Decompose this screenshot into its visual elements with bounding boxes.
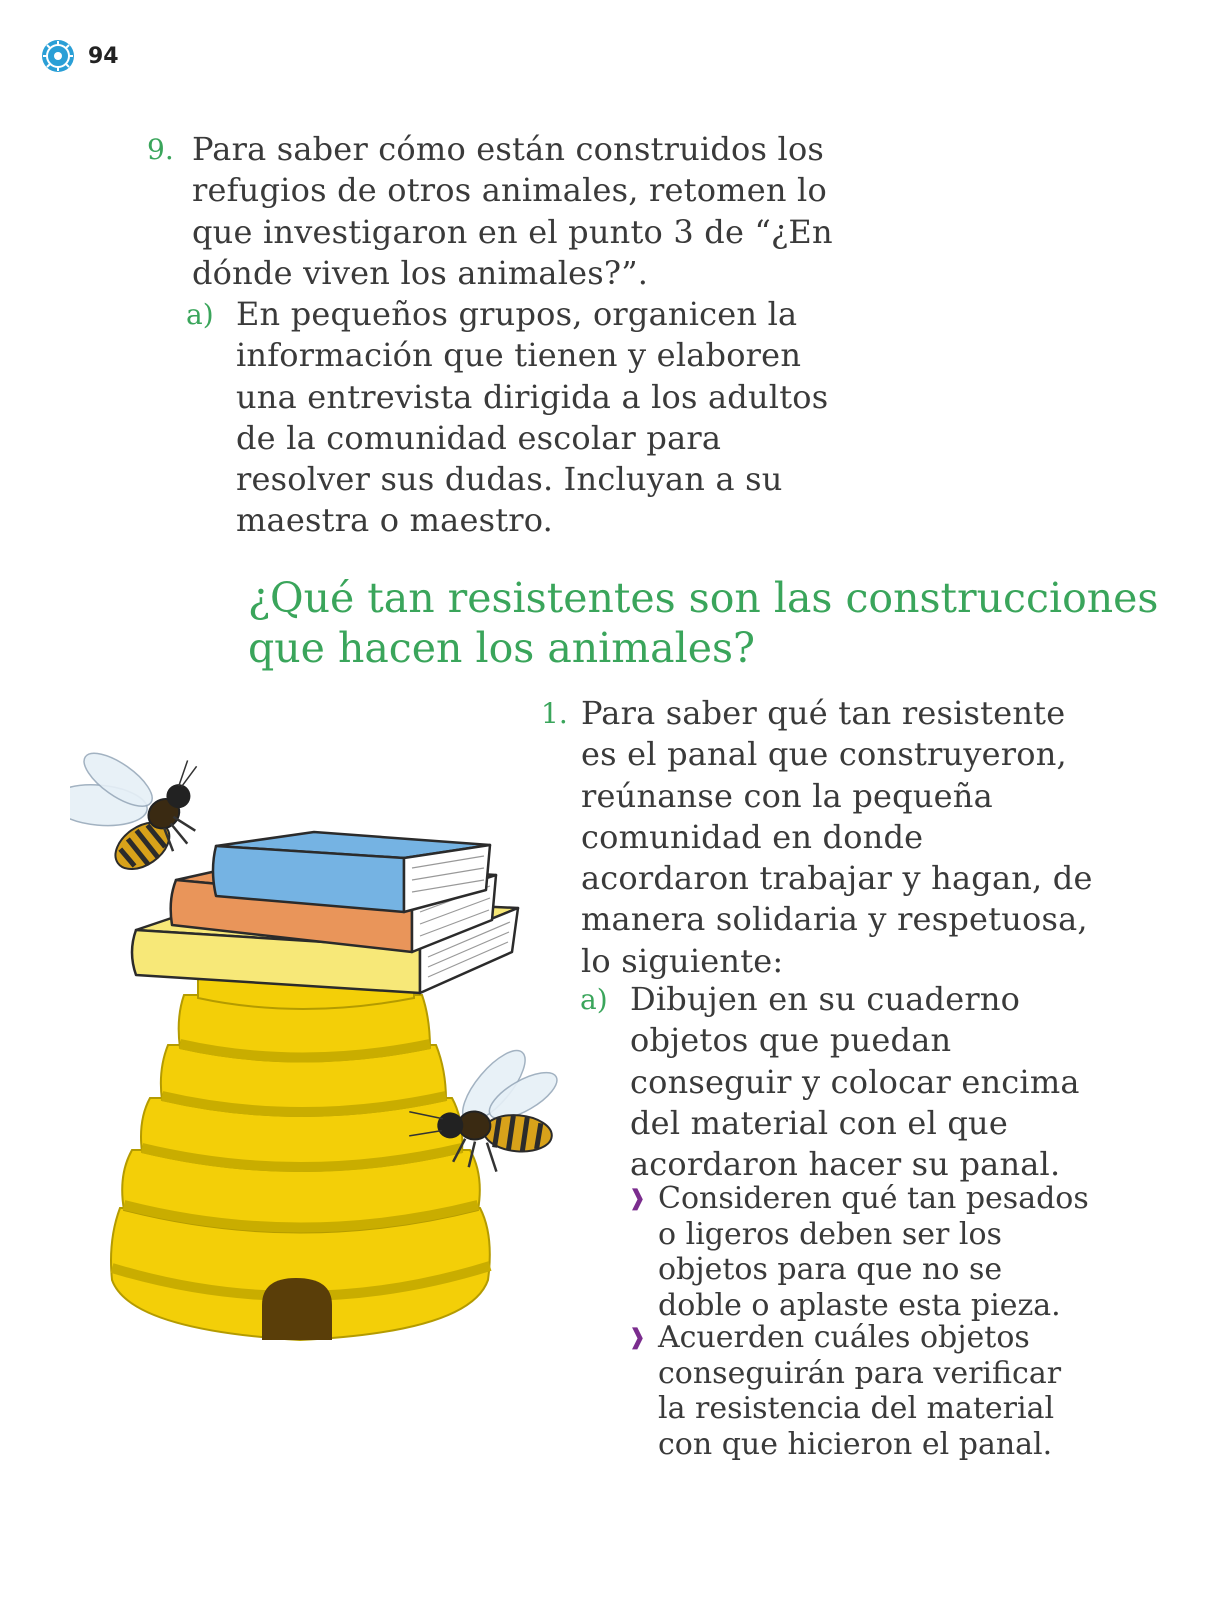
text-line: una entrevista dirigida a los adultos (236, 377, 829, 416)
item-9a-label: a) (186, 298, 214, 331)
text-line: Consideren qué tan pesados (658, 1181, 1089, 1216)
section-heading (248, 573, 1158, 673)
text-line: de la comunidad escolar para (236, 418, 722, 457)
text-line: acordaron hacer su panal. (630, 1145, 1061, 1184)
heading-line: ¿Qué tan resistentes son las construcciones (248, 574, 1159, 622)
text-line: dónde viven los animales?”. (192, 253, 649, 292)
heading-line: que hacen los animales? (248, 624, 756, 672)
text-line: Para saber qué tan resistente (581, 694, 1066, 732)
item-1a-label: a) (580, 983, 608, 1016)
text-line: reúnanse con la pequeña (581, 776, 993, 815)
text-line: información que tienen y elaboren (236, 336, 802, 375)
text-line: refugios de otros animales, retomen lo (192, 171, 827, 210)
text-line: comunidad en donde (581, 817, 924, 856)
books-stack-icon (132, 832, 518, 993)
item-9-text (192, 129, 833, 294)
sun-emblem-icon (40, 38, 76, 74)
text-line: maestra o maestro. (236, 501, 554, 540)
text-line: conseguir y colocar encima (630, 1062, 1080, 1101)
text-line: con que hicieron el panal. (658, 1426, 1053, 1462)
text-line: la resistencia del material (658, 1391, 1055, 1426)
page-header (40, 38, 119, 74)
item-9a-text (236, 294, 828, 542)
text-line: manera solidaria y respetuosa, (581, 900, 1088, 939)
text-line: objetos que puedan (630, 1021, 952, 1060)
text-line: Para saber cómo están construidos los (192, 130, 825, 168)
text-line: conseguirán para verificar (658, 1355, 1062, 1391)
text-line: es el panal que construyeron, (581, 735, 1067, 774)
text-line: doble o aplaste esta pieza. (658, 1287, 1061, 1323)
text-line: lo siguiente: (581, 941, 784, 980)
bullet-chevron-icon: ❱ (628, 1186, 647, 1211)
hive-entrance (262, 1278, 332, 1340)
text-line: Dibujen en su cuaderno (630, 980, 1021, 1018)
page-number: 94 (88, 43, 119, 69)
text-line: Acuerden cuáles objetos (658, 1320, 1030, 1355)
text-line: En pequeños grupos, organicen la (236, 295, 798, 333)
bullet-chevron-icon: ❱ (628, 1325, 647, 1350)
item-1-text (581, 693, 1093, 982)
item-1-number: 1. (541, 697, 568, 730)
item-9-number: 9. (147, 133, 174, 166)
text-line: del material con el que (630, 1103, 1009, 1142)
text-line: resolver sus dudas. Incluyan a su (236, 460, 783, 499)
text-line: objetos para que no se (658, 1252, 1003, 1287)
text-line: que investigaron en el punto 3 de “¿En (192, 212, 833, 251)
item-1a-text (630, 979, 1080, 1185)
text-line: o ligeros deben ser los (658, 1216, 1002, 1252)
bullet-item (658, 1320, 1061, 1462)
bullet-item (658, 1181, 1089, 1323)
text-line: acordaron trabajar y hagan, de (581, 859, 1093, 898)
beehive-books-illustration (70, 735, 560, 1350)
